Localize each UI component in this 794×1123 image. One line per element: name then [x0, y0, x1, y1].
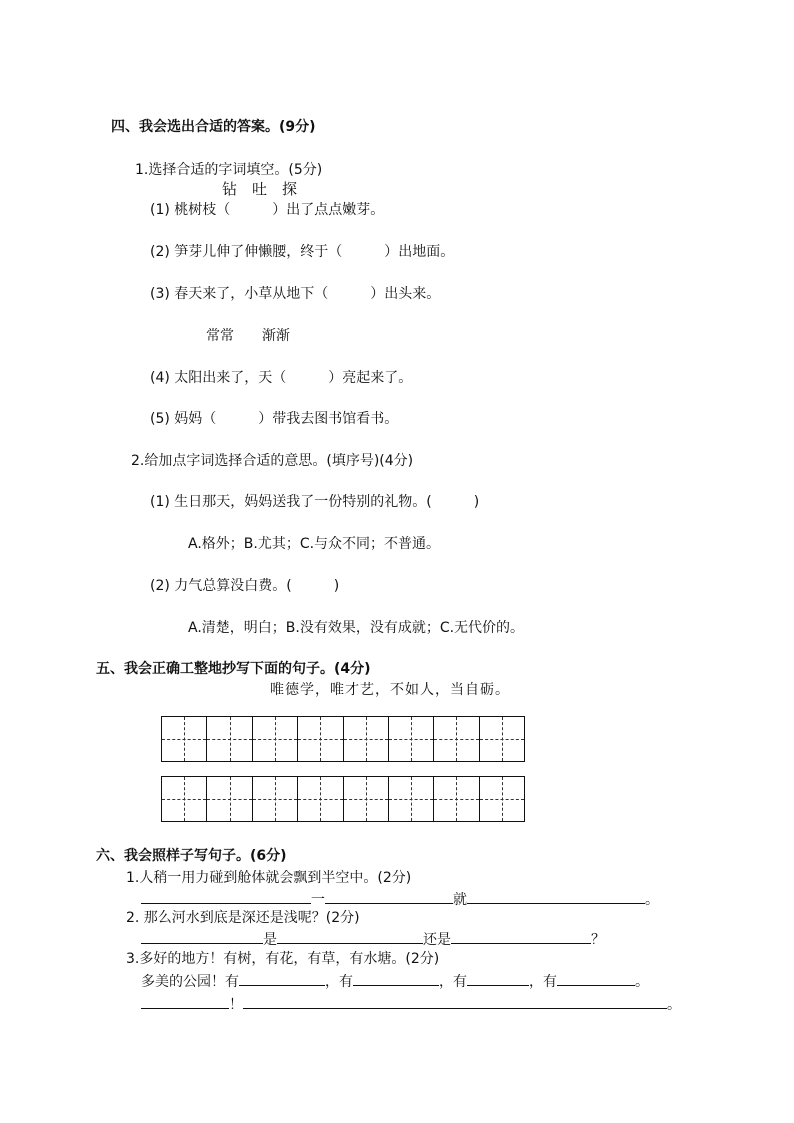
copy-sentence: 唯德学，唯才艺，不如人，当自砺。: [270, 682, 510, 698]
q2-options-1: A.格外；B.尤其；C.与众不同；不普通。: [188, 536, 441, 552]
haishi-text: 还是: [423, 932, 451, 948]
s6-q1-title: 1.人稍一用力碰到舱体就会飘到半空中。(2分): [126, 870, 412, 886]
grid-cell[interactable]: [253, 777, 298, 821]
answer-blank[interactable]: [557, 971, 635, 986]
comma: ，: [439, 974, 453, 990]
s6-q1-answer-line: [141, 889, 659, 909]
period-text: 。: [667, 997, 681, 1013]
grid-cell[interactable]: [434, 777, 479, 821]
answer-blank[interactable]: [239, 971, 325, 986]
q1-item-5: (5) 妈妈（ ）带我去图书馆看书。: [150, 411, 399, 427]
comma: ，: [529, 974, 543, 990]
exclamation: ！: [229, 997, 243, 1013]
answer-blank[interactable]: [141, 929, 263, 944]
word-choices-1: 钻 吐 探: [222, 180, 298, 198]
grid-cell[interactable]: [162, 717, 207, 761]
q1-item-1: (1) 桃树枝（ ）出了点点嫩芽。: [150, 202, 385, 218]
grid-cell[interactable]: [207, 777, 252, 821]
word-choices-2: 常常 渐渐: [206, 328, 290, 344]
section-6-title: 六、我会照样子写句子。(6分): [96, 848, 287, 864]
shi-text: 是: [263, 932, 277, 948]
answer-blank[interactable]: [277, 929, 423, 944]
period-text: 。: [645, 892, 659, 908]
grid-cell[interactable]: [480, 717, 524, 761]
jiu-text: 就: [453, 892, 467, 908]
grid-cell[interactable]: [162, 777, 207, 821]
dash-text: 一: [311, 892, 325, 908]
period-text: 。: [635, 974, 649, 990]
you-text: 有: [339, 974, 353, 990]
answer-blank[interactable]: [141, 994, 229, 1009]
grid-cell[interactable]: [298, 717, 343, 761]
grid-cell[interactable]: [298, 777, 343, 821]
answer-blank[interactable]: [243, 994, 667, 1009]
section-4-title: 四、我会选出合适的答案。(9分): [111, 119, 316, 135]
q1-item-3: (3) 春天来了，小草从地下（ ）出头来。: [150, 286, 441, 302]
q1-title: 1.选择合适的字词填空。(5分): [135, 162, 323, 178]
grid-cell[interactable]: [253, 717, 298, 761]
q2-item-2: (2) 力气总算没白费。( ): [150, 578, 340, 594]
s6-q3-answer-line-2: [141, 994, 681, 1014]
writing-grid-2[interactable]: [161, 776, 525, 822]
grid-cell[interactable]: [344, 777, 389, 821]
q1-item-2: (2) 笋芽儿伸了伸懒腰，终于（ ）出地面。: [150, 244, 455, 260]
s6-q2-title: 2. 那么河水到底是深还是浅呢？(2分): [126, 910, 360, 926]
lead-text: 多美的公园！有: [141, 974, 239, 990]
answer-blank[interactable]: [451, 929, 591, 944]
comma: ，: [325, 974, 339, 990]
grid-cell[interactable]: [389, 777, 434, 821]
answer-blank[interactable]: [353, 971, 439, 986]
answer-blank[interactable]: [141, 889, 311, 904]
grid-cell[interactable]: [434, 717, 479, 761]
q2-options-2: A.清楚，明白；B.没有效果，没有成就；C.无代价的。: [188, 620, 525, 636]
you-text: 有: [543, 974, 557, 990]
you-text: 有: [453, 974, 467, 990]
writing-grid-1[interactable]: [161, 716, 525, 762]
grid-cell[interactable]: [344, 717, 389, 761]
s6-q3-title: 3.多好的地方！有树，有花，有草，有水塘。(2分): [126, 951, 440, 967]
grid-cell[interactable]: [480, 777, 524, 821]
answer-blank[interactable]: [467, 971, 529, 986]
grid-cell[interactable]: [389, 717, 434, 761]
q2-item-1: (1) 生日那天，妈妈送我了一份特别的礼物。( ): [150, 494, 480, 510]
answer-blank[interactable]: [325, 889, 453, 904]
q2-title: 2.给加点字词选择合适的意思。(填序号)(4分): [131, 453, 414, 469]
s6-q3-answer-line-1: [141, 971, 649, 991]
question-mark: ？: [591, 932, 605, 948]
s6-q2-answer-line: [141, 929, 605, 949]
answer-blank[interactable]: [467, 889, 645, 904]
grid-cell[interactable]: [207, 717, 252, 761]
q1-item-4: (4) 太阳出来了，天（ ）亮起来了。: [150, 370, 413, 386]
section-5-title: 五、我会正确工整地抄写下面的句子。(4分): [96, 661, 371, 677]
